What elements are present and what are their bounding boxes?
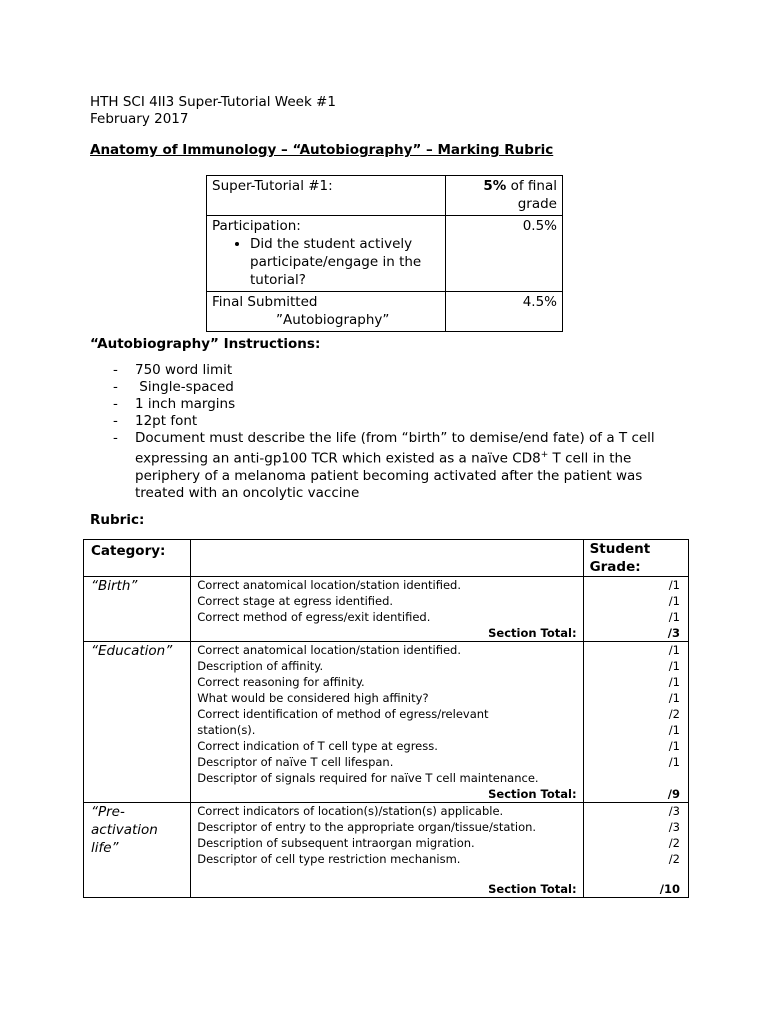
document-header bbox=[90, 94, 336, 128]
list-item-text: 750 word limit bbox=[135, 362, 233, 378]
rubric-heading: Rubric: bbox=[90, 512, 145, 528]
rubric-item: Correct indication of T cell type at egress. bbox=[197, 739, 438, 753]
col-category-header: Category: bbox=[84, 540, 191, 577]
section-items bbox=[191, 577, 583, 642]
summary-row bbox=[207, 216, 563, 292]
list-item-text: 12pt font bbox=[135, 413, 198, 429]
rubric-item: Correct anatomical location/station identified. bbox=[197, 578, 461, 592]
rubric-mark: /1 bbox=[668, 723, 680, 737]
rubric-mark: /1 bbox=[668, 755, 680, 769]
rubric-mark: /1 bbox=[668, 691, 680, 705]
instructions-heading: “Autobiography” Instructions: bbox=[90, 336, 321, 352]
rubric-item: Descriptor of entry to the appropriate organ/tissue/station. bbox=[197, 820, 537, 834]
list-item: - 750 word limit bbox=[113, 362, 673, 379]
rubric-header-row bbox=[84, 540, 689, 577]
summary-label: Super-Tutorial #1: bbox=[207, 176, 446, 216]
summary-pct-rest: of final grade bbox=[506, 178, 557, 212]
section-total-label: Section Total: bbox=[488, 787, 577, 801]
rubric-item: Correct anatomical location/station identified. bbox=[197, 643, 461, 657]
rubric-item: Correct reasoning for affinity. bbox=[197, 675, 365, 689]
rubric-section-birth bbox=[84, 577, 689, 642]
summary-row bbox=[207, 292, 563, 332]
last-item-prefix: Document must describe the life (from “birth” to demise/end fate) of a T cell expressing an anti-gp100 TCR which existed as a naïve CD8 bbox=[135, 430, 655, 467]
section-name: “Pre-activation life” bbox=[84, 803, 191, 898]
course-line: HTH SCI 4II3 Super-Tutorial Week #1 bbox=[90, 94, 336, 110]
summary-value: 4.5% bbox=[446, 292, 563, 332]
rubric-item: Description of affinity. bbox=[197, 659, 324, 673]
section-grades bbox=[583, 642, 688, 803]
col-grade-header: Student Grade: bbox=[583, 540, 688, 577]
list-item-text bbox=[135, 430, 673, 502]
rubric-item: Correct identification of method of egress/relevant station(s). bbox=[197, 707, 489, 737]
list-item-text: 1 inch margins bbox=[135, 396, 236, 412]
list-item: - Document must describe the life (from “birth” to demise/end fate) of a T cell expressing an anti-gp100 TCR which existed as a naïve CD8+ T cell in the periphery of a melanoma patient becoming activated after the patient was treated with an oncolytic vaccine bbox=[113, 430, 673, 502]
rubric-mark: /1 bbox=[668, 675, 680, 689]
participation-bullet: • Did the student actively participate/engage in the tutorial? bbox=[250, 235, 440, 289]
section-items bbox=[191, 803, 583, 898]
rubric-item: Descriptor of signals required for naïve T cell maintenance. bbox=[197, 771, 539, 785]
rubric-item: What would be considered high affinity? bbox=[197, 691, 429, 705]
list-item-text: Single-spaced bbox=[135, 379, 234, 395]
rubric-mark: /3 bbox=[668, 804, 680, 818]
section-name: “Birth” bbox=[84, 577, 191, 642]
section-grades bbox=[583, 803, 688, 898]
summary-value bbox=[446, 176, 563, 216]
rubric-mark: /3 bbox=[668, 820, 680, 834]
rubric-mark: /1 bbox=[668, 659, 680, 673]
rubric-mark: /1 bbox=[668, 594, 680, 608]
list-item: - 12pt font bbox=[113, 413, 673, 430]
final-label-line1: Final Submitted bbox=[212, 294, 318, 310]
rubric-section-education bbox=[84, 642, 689, 803]
rubric-item: Descriptor of cell type restriction mechanism. bbox=[197, 852, 461, 866]
summary-label bbox=[207, 216, 446, 292]
rubric-mark: /2 bbox=[668, 707, 680, 721]
rubric-table bbox=[83, 539, 689, 898]
rubric-mark: /1 bbox=[668, 610, 680, 624]
last-item-sup: + bbox=[540, 450, 549, 460]
summary-label bbox=[207, 292, 446, 332]
last-item-suffix: T cell in the periphery of a melanoma patient becoming activated after the patient was treated with an oncolytic vaccine bbox=[135, 450, 643, 501]
rubric-item: Correct stage at egress identified. bbox=[197, 594, 394, 608]
date-line: February 2017 bbox=[90, 111, 189, 127]
section-total-label: Section Total: bbox=[488, 882, 577, 896]
rubric-mark: /2 bbox=[668, 836, 680, 850]
section-total-value: /9 bbox=[667, 787, 680, 801]
rubric-item: Correct indicators of location(s)/station(s) applicable. bbox=[197, 804, 504, 818]
participation-label: Participation: bbox=[212, 218, 301, 234]
rubric-item: Correct method of egress/exit identified. bbox=[197, 610, 431, 624]
section-total-value: /10 bbox=[659, 882, 680, 896]
final-label-line2: ”Autobiography” bbox=[276, 312, 390, 328]
section-total-value: /3 bbox=[667, 626, 680, 640]
summary-pct-bold: 5% bbox=[483, 178, 507, 194]
instructions-list bbox=[113, 362, 673, 502]
list-item: - Single-spaced bbox=[113, 379, 673, 396]
rubric-mark: /1 bbox=[668, 643, 680, 657]
summary-table bbox=[206, 175, 563, 332]
rubric-section-pre-activation bbox=[84, 803, 689, 898]
section-grades bbox=[583, 577, 688, 642]
col-description-header bbox=[191, 540, 583, 577]
summary-row bbox=[207, 176, 563, 216]
rubric-item: Description of subsequent intraorgan migration. bbox=[197, 836, 475, 850]
summary-value: 0.5% bbox=[446, 216, 563, 292]
section-items bbox=[191, 642, 583, 803]
rubric-mark: /2 bbox=[668, 852, 680, 866]
list-item: - 1 inch margins bbox=[113, 396, 673, 413]
rubric-item: Descriptor of naïve T cell lifespan. bbox=[197, 755, 394, 769]
section-name: “Education” bbox=[84, 642, 191, 803]
page-title: Anatomy of Immunology – “Autobiography” – Marking Rubric bbox=[90, 142, 554, 158]
section-total-label: Section Total: bbox=[488, 626, 577, 640]
rubric-mark: /1 bbox=[668, 578, 680, 592]
participation-list bbox=[212, 235, 440, 289]
rubric-mark: /1 bbox=[668, 739, 680, 753]
